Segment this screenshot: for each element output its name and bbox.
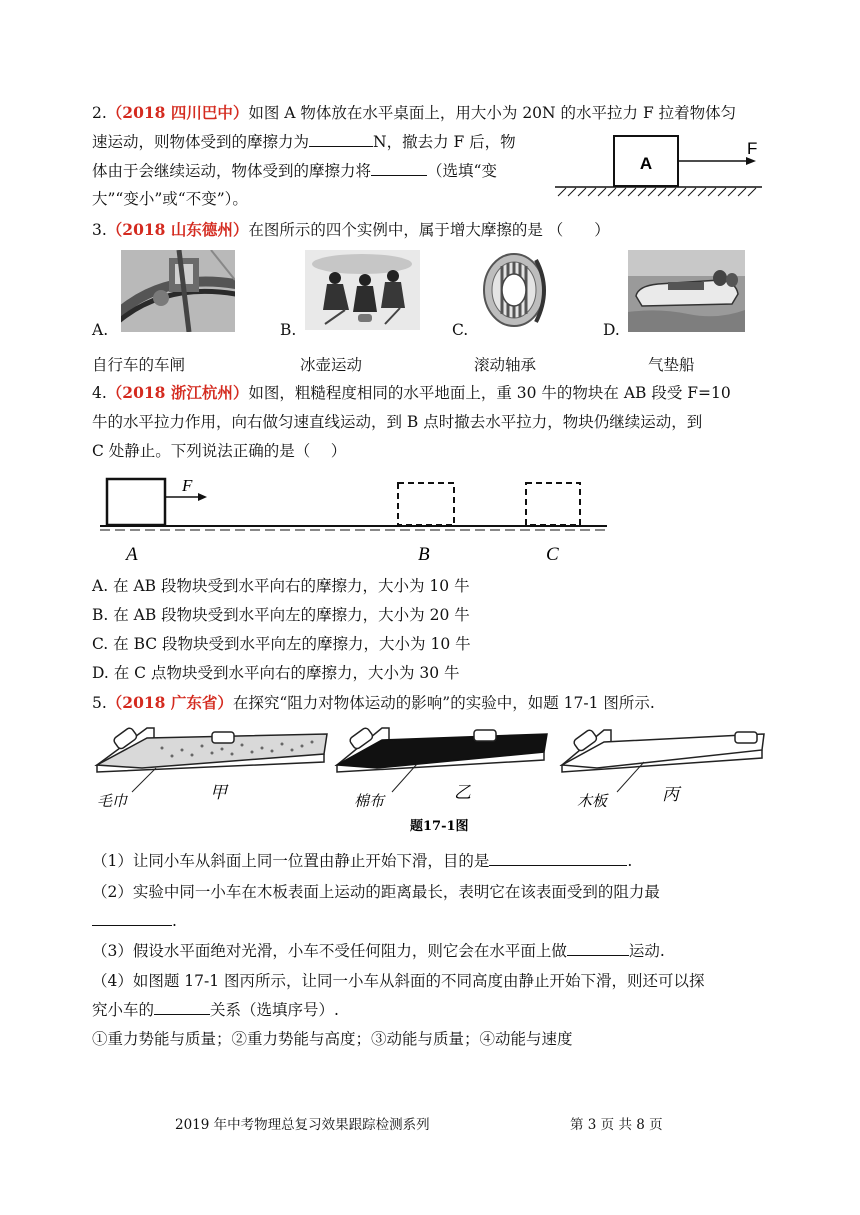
q2-source-tag: （2018 四川巴中） [106,103,249,122]
q2-text-4: 大”“变小”或“不变”）。 [92,190,248,208]
q3-option-c-letter[interactable]: C. [452,321,469,339]
q3-option-a-letter[interactable]: A. [92,321,109,339]
q5-part4-cont [92,998,339,1022]
roller-bearing-image [474,250,554,328]
q5-part1 [92,849,632,873]
q2-line3 [92,159,497,183]
q5-p2-text: （2）实验中同一小车在木板表面上运动的距离最长，表明它在该表面受到的阻力最 [92,883,660,901]
q4-figure [92,474,612,574]
q2-text: 如图 A 物体放在水平桌面上，用大小为 20N 的水平拉力 F 拉着物体匀 [248,104,737,122]
q2-blank-friction[interactable] [309,132,373,147]
q5-p4-text: （4）如图题 17-1 图丙所示，让同一小车从斜面的不同高度由静止开始下滑，则还可以探 [92,972,705,990]
q5-p3-text: （3）假设水平面绝对光滑，小车不受任何阻力，则它会在水平面上做 [92,942,567,960]
q5-number: 5. [92,694,107,712]
q5-figure [92,720,772,838]
force-arrowhead [746,157,756,165]
q5-label-cotton: 棉布 [354,792,385,810]
q5-line1 [92,691,655,715]
q3-option-b-caption: 冰壶运动 [300,356,363,374]
q2-number: 2. [92,104,107,122]
hovercraft-image [628,250,745,332]
q4-option-b[interactable] [92,603,470,627]
q2-text-2a: 速运动，则物体受到的摩擦力为 [92,133,310,151]
q3-line1 [92,218,610,242]
q5-part2 [92,880,660,904]
q4-point-b: B [418,544,430,565]
q4-option-c-text: C. 在 BC 段物块受到水平向左的摩擦力，大小为 10 牛 [92,635,471,653]
q4-force-arrowhead [198,493,207,501]
q2-text-3a: 体由于会继续运动，物体受到的摩擦力将 [92,162,372,180]
q3-option-c-caption: 滚动轴承 [474,356,537,374]
q3-option-a-caption: 自行车的车闸 [92,356,186,374]
q2-line2 [92,130,516,154]
q5-p3-end: 运动. [628,942,665,960]
bicycle-brake-image [121,250,235,332]
curling-image [305,250,420,330]
q5-p1-blank[interactable] [489,851,627,866]
q5-part3 [92,939,665,963]
q4-line3 [92,439,346,463]
q4-option-d-text: D. 在 C 点物块受到水平向右的摩擦力，大小为 30 牛 [92,664,460,682]
q4-point-c: C [546,544,559,565]
block-a-label: A [639,154,653,173]
q5-p1-end: . [627,852,633,870]
q5-p4-blank[interactable] [154,1000,210,1015]
q4-line1 [92,381,731,405]
q4-option-c[interactable] [92,632,471,656]
q2-line4 [92,187,248,211]
q5-label-jia: 甲 [210,783,227,803]
q4-source-tag: （2018 浙江杭州） [106,383,249,402]
q2-text-3b: （选填“变 [427,162,497,180]
table-hatching [558,188,756,196]
q4-option-b-text: B. 在 AB 段物块受到水平向左的摩擦力，大小为 20 牛 [92,606,470,624]
q5-p4-text-c: 关系（选填序号）. [210,1001,339,1019]
q2-line1 [92,101,736,125]
q3-source-tag: （2018 山东德州） [106,220,249,239]
q5-p2-blank[interactable] [92,911,172,926]
q5-p4-text-b: 究小车的 [92,1001,155,1019]
q5-label-yi: 乙 [454,783,471,803]
q3-option-d-caption: 气垫船 [648,356,695,374]
q5-p2-end: . [172,912,177,930]
q5-part4 [92,969,705,993]
q5-p3-blank[interactable] [567,941,629,956]
q2-text-2b: N，撤去力 F 后，物 [373,133,516,151]
q3-text: 在图所示的四个实例中，属于增大摩擦的是 （ ） [248,221,610,239]
q4-point-a: A [126,544,138,565]
q4-block-b [398,483,454,525]
q5-choices-text: ①重力势能与质量；②重力势能与高度；③动能与质量；④动能与速度 [92,1030,573,1048]
q5-part2-cont [92,909,177,933]
q3-option-d-letter[interactable]: D. [603,321,620,339]
footer-series: 2019 年中考物理总复习效果跟踪检测系列 [175,1117,430,1133]
q4-block-c [526,483,580,525]
q3-option-b-letter[interactable]: B. [280,321,297,339]
q2-blank-change[interactable] [371,161,427,176]
q4-text-1: 如图，粗糙程度相同的水平地面上，重 30 牛的物块在 AB 段受 F=10 [248,384,731,402]
q4-option-d[interactable] [92,661,460,685]
q4-text-3: C 处静止。下列说法正确的是（ ） [92,442,347,460]
q5-label-bing: 丙 [662,785,679,805]
q4-number: 4. [92,384,107,402]
q4-block-solid [107,479,165,525]
q4-option-a-text: A. 在 AB 段物块受到水平向右的摩擦力，大小为 10 牛 [92,577,470,595]
q3-number: 3. [92,221,107,239]
footer-page-number: 第 3 页 共 8 页 [570,1117,663,1133]
q5-label-wood: 木板 [577,792,608,810]
q5-label-towel: 毛巾 [97,792,128,810]
q5-p1-text: （1）让同小车从斜面上同一位置由静止开始下滑，目的是 [92,852,490,870]
q4-line2 [92,410,702,434]
q4-force-label: F [182,476,193,495]
q4-text-2: 牛的水平拉力作用，向右做匀速直线运动，到 B 点时撤去水平拉力，物块仍继续运动，到 [92,413,703,431]
q5-text: 在探究“阻力对物体运动的影响”的实验中，如题 17-1 图所示. [232,694,655,712]
force-label: F [747,139,758,158]
q5-setup-cotton [337,727,547,792]
q5-source-tag: （2018 广东省） [106,693,233,712]
q4-option-a[interactable] [92,574,470,598]
q5-setup-wood [562,729,764,792]
q2-figure [550,132,765,207]
q5-choices [92,1027,573,1051]
q5-figure-caption: 题17-1图 [410,819,469,834]
